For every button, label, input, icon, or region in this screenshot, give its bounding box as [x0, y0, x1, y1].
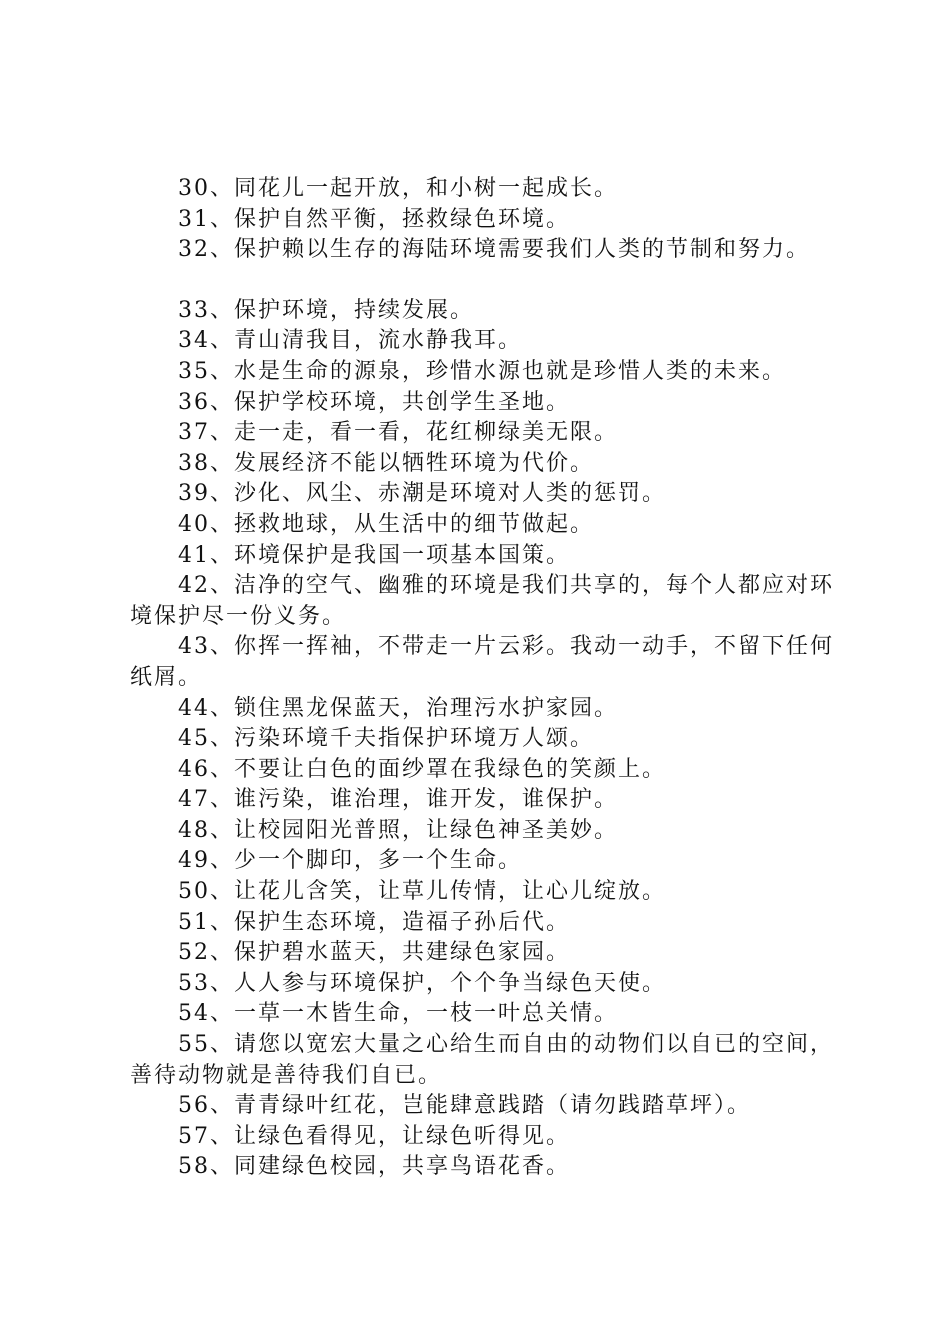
list-item: 40、拯救地球，从生活中的细节做起。 [178, 511, 594, 537]
list-item: 52、保护碧水蓝天，共建绿色家园。 [178, 940, 570, 966]
list-item: 45、污染环境千夫指保护环境万人颂。 [178, 726, 594, 752]
list-item: 54、一草一木皆生命，一枝一叶总关情。 [178, 1001, 618, 1027]
list-item: 50、让花儿含笑，让草儿传情，让心儿绽放。 [178, 879, 666, 905]
list-item: 58、同建绿色校园，共享鸟语花香。 [178, 1154, 570, 1180]
list-item: 46、不要让白色的面纱罩在我绿色的笑颜上。 [178, 756, 666, 782]
list-item: 35、水是生命的源泉，珍惜水源也就是珍惜人类的未来。 [178, 358, 786, 384]
list-item: 32、保护赖以生存的海陆环境需要我们人类的节制和努力。 [178, 237, 810, 263]
list-item: 48、让校园阳光普照，让绿色神圣美妙。 [178, 817, 618, 843]
list-item: 53、人人参与环境保护，个个争当绿色天使。 [178, 970, 666, 996]
list-item: 47、谁污染，谁治理，谁开发，谁保护。 [178, 787, 618, 813]
list-item: 30、同花儿一起开放，和小树一起成长。 [178, 176, 618, 201]
list-item: 42、洁净的空气、幽雅的环境是我们共享的，每个人都应对环境保护尽一份义务。 [130, 573, 834, 629]
list-item: 41、环境保护是我国一项基本国策。 [178, 542, 570, 568]
list-item: 55、请您以宽宏大量之心给生而自由的动物们以自已的空间，善待动物就是善待我们自已。 [130, 1032, 834, 1088]
list-item: 39、沙化、风尘、赤潮是环境对人类的惩罚。 [178, 481, 666, 507]
list-item: 44、锁住黑龙保蓝天，治理污水护家园。 [178, 695, 618, 721]
list-item: 43、你挥一挥袖，不带走一片云彩。我动一动手，不留下任何纸屑。 [130, 634, 834, 690]
list-item: 36、保护学校环境，共创学生圣地。 [178, 389, 570, 415]
list-item: 38、发展经济不能以牺牲环境为代价。 [178, 450, 594, 476]
list-item: 33、保护环境，持续发展。 [178, 297, 474, 323]
list-item: 56、青青绿叶红花，岂能肆意践踏（请勿践踏草坪）。 [178, 1093, 751, 1119]
list-item: 49、少一个脚印，多一个生命。 [178, 848, 522, 874]
slogan-list [130, 174, 850, 1183]
list-item: 57、让绿色看得见，让绿色听得见。 [178, 1123, 570, 1149]
list-item: 31、保护自然平衡，拯救绿色环境。 [178, 206, 570, 232]
list-item: 51、保护生态环境，造福子孙后代。 [178, 909, 570, 935]
list-item: 34、青山清我目，流水静我耳。 [178, 328, 522, 354]
list-item: 37、走一走，看一看，花红柳绿美无限。 [178, 420, 618, 446]
